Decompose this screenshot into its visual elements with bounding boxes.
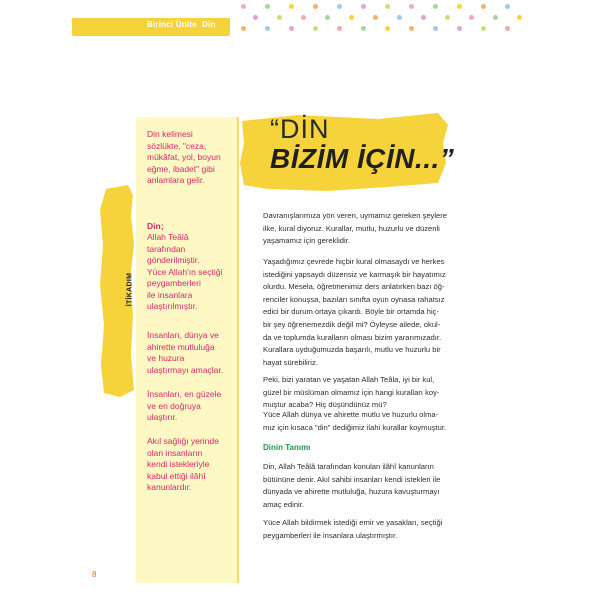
sidebar-line: kendi istekleriyle xyxy=(147,459,210,469)
dot xyxy=(385,4,390,9)
page-number: 8 xyxy=(92,570,97,579)
sidebar-line: anlamlara gelir. xyxy=(147,175,205,185)
section-heading: Dinin Tanımı xyxy=(263,443,311,452)
dot xyxy=(349,15,354,20)
body-line: ilke, kural diyoruz. Kurallar, mutlu, huzurlu ve düzenli xyxy=(263,223,440,233)
body-line: amaç edinir. xyxy=(263,499,304,509)
dot xyxy=(373,15,378,20)
sidebar-line: ahirette mutluluğa xyxy=(147,341,215,352)
body-line: da ve toplumda kuralların olması bizim yararımızadır. xyxy=(263,332,442,342)
decorative-dots xyxy=(238,0,528,36)
body-line: Yaşadığımız çevrede hiçbir kural olmasaydı ve herkes xyxy=(263,257,445,266)
body-paragraph-5 xyxy=(263,461,498,511)
body-line: Davranışlarımıza yön veren, uymamız gereken şeylere xyxy=(263,211,448,220)
body-line: mız için kısaca "din" dediğimiz ilahi kurallar koymuştur. xyxy=(263,422,447,432)
body-line: olurdu. Mesela, öğretmenimiz ders anlatırken bazı öğ- xyxy=(263,282,445,292)
body-line: dünyada ve ahirette mutluluğa, huzura kavuşturmayı xyxy=(263,487,440,497)
body-line: peygamberleri ile insanlara ulaştırmıştır. xyxy=(263,530,398,540)
unit-header xyxy=(147,20,216,29)
body-line: güzel bir müslüman olmamız için hangi kuralları koy- xyxy=(263,387,440,397)
body-line: muştur acaba? Hiç düşündünüz mü? xyxy=(263,400,387,410)
sidebar-line: İnsanları, en güzele xyxy=(147,389,222,399)
dot xyxy=(433,26,438,31)
sidebar-definition xyxy=(147,129,239,187)
dot xyxy=(253,15,258,20)
dot xyxy=(457,4,462,9)
sidebar-line: gönderilmiştir. xyxy=(147,255,200,265)
sidebar-line: ulaştırmayı amaçlar. xyxy=(147,364,224,375)
dot xyxy=(433,4,438,9)
dot xyxy=(289,4,294,9)
body-paragraph-3 xyxy=(263,374,498,412)
body-paragraph-4 xyxy=(263,409,498,434)
sidebar-line: Akıl sağlığı yerinde xyxy=(147,436,219,446)
sidebar-line: Allah Teâlâ xyxy=(147,232,189,242)
sidebar-line: sözlükte, "ceza, xyxy=(147,140,207,151)
dot xyxy=(313,4,318,9)
dot xyxy=(469,15,474,20)
title-line-2: BİZİM İÇİN...” xyxy=(270,143,455,174)
dot xyxy=(301,15,306,20)
dot xyxy=(385,26,390,31)
body-paragraph-6 xyxy=(263,517,498,542)
sidebar-din-heading: Din; xyxy=(147,221,164,231)
body-line: renciler konuşsa, bazıları sınıfta oyun oynasa rahatsız xyxy=(263,294,445,304)
body-paragraph-1 xyxy=(263,210,498,248)
dot xyxy=(493,15,498,20)
dot xyxy=(265,4,270,9)
sidebar-best xyxy=(147,389,239,424)
sidebar-line: kanunlardır. xyxy=(147,482,192,492)
body-line: istediğini yapsaydı düzensiz ve karmaşık bir hayatımız xyxy=(263,269,446,279)
dot xyxy=(481,26,486,31)
dot xyxy=(289,26,294,31)
dot xyxy=(457,26,462,31)
dot xyxy=(505,4,510,9)
unit-label: Birinci Ünite xyxy=(147,20,197,29)
sidebar-line: peygamberleri xyxy=(147,278,201,288)
body-line: Peki, bizi yaratan ve yaşatan Allah Teâla, iyi bir kul, xyxy=(263,375,435,384)
dot xyxy=(517,15,522,20)
sidebar-din-text xyxy=(147,232,239,313)
dot xyxy=(337,4,342,9)
body-line: bütününe denir. Akıl sahibi insanları kendi istekleri ile xyxy=(263,474,441,484)
body-paragraph-2 xyxy=(263,256,498,369)
dot xyxy=(265,26,270,31)
body-line: Din, Allah Teâlâ tarafından konulan ilâhî kanunların xyxy=(263,462,434,471)
dot xyxy=(241,26,246,31)
title-line-1: “DİN xyxy=(270,114,330,144)
sidebar-purpose xyxy=(147,330,239,376)
sidebar-line: mükâfat, yol, boyun xyxy=(147,152,221,162)
dot xyxy=(445,15,450,20)
dot xyxy=(421,15,426,20)
body-line: yaşamamız için gereklidir. xyxy=(263,236,350,246)
dot xyxy=(325,15,330,20)
dot xyxy=(481,4,486,9)
sidebar-line: tarafından xyxy=(147,243,186,254)
dot xyxy=(277,15,282,20)
dot xyxy=(361,26,366,31)
sidebar-line: ulaştırılmıştır. xyxy=(147,301,198,311)
sidebar-line: İnsanları, dünya ve xyxy=(147,330,219,340)
body-line: bir şey öğrenemezdik değil mi? Öyleyse ailede, okul- xyxy=(263,319,441,329)
body-line: Yüce Allah bildirmek istediği emir ve yasakları, seçtiği xyxy=(263,518,443,527)
sidebar-line: ve huzura xyxy=(147,353,185,363)
dot xyxy=(241,4,246,9)
tab-itikadim: İTİKADIM xyxy=(126,272,134,307)
dot xyxy=(313,26,318,31)
sidebar-line: ve en doğruya xyxy=(147,400,201,411)
dot xyxy=(397,15,402,20)
dot xyxy=(361,4,366,9)
body-line: Kurallara uyduğumuzda başarılı, mutlu ve huzurlu bir xyxy=(263,345,441,355)
sidebar-line: eğme, ibadet" gibi xyxy=(147,163,215,174)
body-line: Yüce Allah dünya ve ahirette mutlu ve huzurlu olma- xyxy=(263,410,439,419)
sidebar-line: kabul ettiği ilâhî xyxy=(147,470,206,481)
sidebar-line: Din kelimesi xyxy=(147,129,193,139)
unit-title: Din xyxy=(202,20,216,29)
sidebar-line: olan insanların xyxy=(147,447,203,458)
dot xyxy=(337,26,342,31)
sidebar-line: ulaştırır. xyxy=(147,412,178,422)
sidebar-line: ile insanlara xyxy=(147,289,193,300)
dot xyxy=(409,4,414,9)
dot xyxy=(409,26,414,31)
body-line: edici bir durum ortaya çıkardı. Böyle bir ortamda hiç- xyxy=(263,307,439,317)
body-line: hayat sürebiliriz. xyxy=(263,357,318,367)
dot xyxy=(505,26,510,31)
sidebar-free-will xyxy=(147,436,239,494)
sidebar-line: Yüce Allah'ın seçtiği xyxy=(147,266,223,277)
